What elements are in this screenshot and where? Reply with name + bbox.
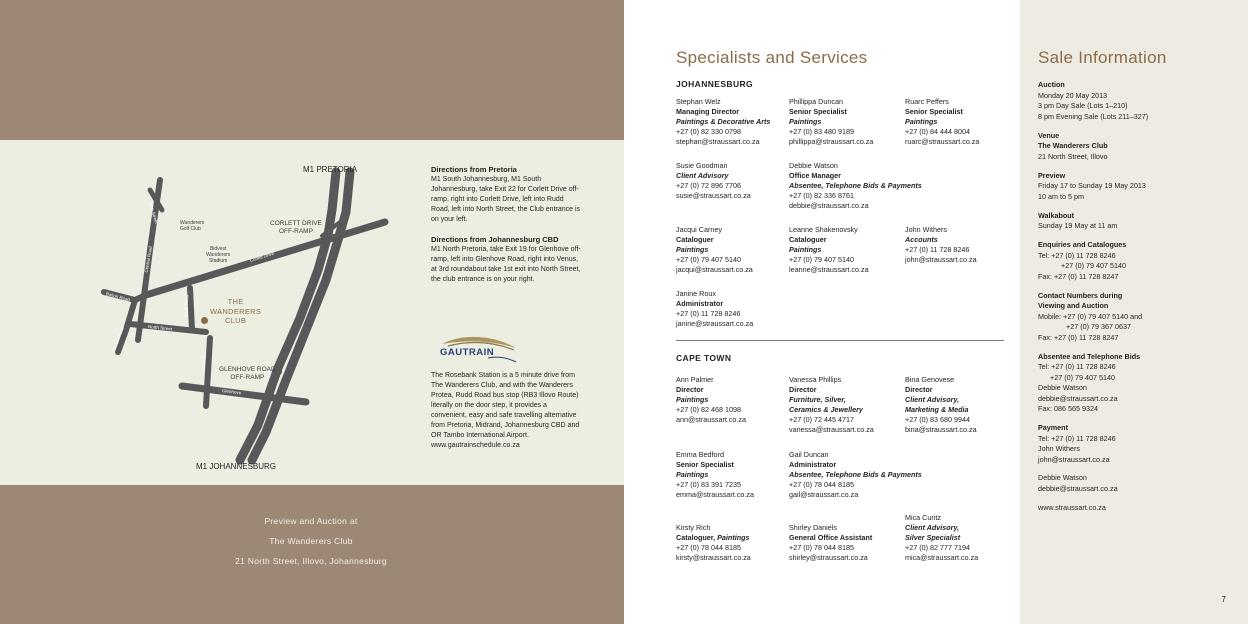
contact-title: Senior Specialist — [905, 107, 963, 116]
contact-title: Director — [676, 385, 704, 394]
contact-title: General Office Assistant — [789, 533, 873, 542]
contact-specialty: Client Advisory, Marketing & Media — [905, 395, 969, 414]
contact-specialty: Paintings — [717, 533, 750, 542]
venue-heading: Venue — [1038, 130, 1060, 140]
contact-card — [789, 161, 939, 211]
road-label-oxford-2: Oxford Road — [111, 325, 126, 352]
contact-specialty: Paintings & Decorative Arts — [676, 117, 771, 126]
johannesburg-heading: JOHANNESBURG — [676, 79, 754, 89]
glenhove-offramp-label: GLENHOVE ROAD OFF-RAMP — [219, 366, 276, 381]
contact-specialty: Paintings — [789, 245, 822, 254]
venue-name: The Wanderers Club — [1038, 141, 1108, 150]
contact-email[interactable]: vanessa@straussart.co.za — [789, 425, 874, 434]
enquiries-tel: Tel: +27 (0) 11 728 8246 — [1038, 250, 1116, 260]
contact-title: Director — [789, 385, 817, 394]
right-page — [624, 0, 1248, 624]
contact-card — [676, 289, 788, 329]
payment-email-2[interactable]: debbie@straussart.co.za — [1038, 483, 1118, 493]
directions-jhb-text: M1 North Pretoria, take Exit 19 for Glenhove off-ramp, left into Glenhove Road, right into Venus, at 3rd roundabout take 1st exit into North Street, the club entrance is on your right. — [431, 246, 581, 283]
contact-card — [905, 513, 1017, 563]
m1-johannesburg-label: M1 JOHANNESBURG — [196, 462, 277, 471]
contact-email[interactable]: mica@straussart.co.za — [905, 553, 979, 562]
contact-email[interactable]: leanne@straussart.co.za — [789, 265, 869, 274]
road-label-rudd: Rudd Road — [183, 294, 190, 318]
road-label-central: Central Road — [143, 245, 154, 273]
wanderers-club-label: THE WANDERERS CLUB — [210, 297, 262, 325]
contact-email[interactable]: kirsty@straussart.co.za — [676, 553, 751, 562]
contact-phone: +27 (0) 72 445 4717 — [789, 415, 854, 424]
contact-name: Janine Roux — [676, 289, 716, 298]
directions-pretoria-text: M1 South Johannesburg, M1 South Johannesburg, take Exit 22 for Corlett Drive off-ramp, right into Corlett Drive, left into Rudd Road, left into North Street, the Club entrance is on your left. — [431, 176, 581, 223]
contact-card — [789, 225, 901, 275]
contact-email[interactable]: janine@straussart.co.za — [676, 319, 754, 328]
preview-heading: Preview — [1038, 170, 1066, 180]
contact-card — [676, 450, 788, 500]
absentee-heading: Absentee and Telephone Bids — [1038, 351, 1141, 361]
contact-specialty: Paintings — [905, 117, 938, 126]
contact-specialty: Paintings — [676, 395, 709, 404]
auction-heading: Auction — [1038, 80, 1065, 89]
road-label-corlett: Corlett Drive — [249, 250, 275, 263]
contact-card — [789, 375, 901, 435]
gautrain-logo-text: GAUTRAIN — [440, 347, 495, 358]
auction-date: Monday 20 May 2013 — [1038, 90, 1108, 100]
contact-card — [789, 523, 901, 563]
contact-numbers-heading-2: Viewing and Auction — [1038, 301, 1109, 310]
contact-fax: Fax: +27 (0) 11 728 8247 — [1038, 332, 1119, 342]
contact-specialty: Paintings — [789, 117, 822, 126]
preview-times: 10 am to 5 pm — [1038, 191, 1084, 201]
contact-email[interactable]: shirley@straussart.co.za — [789, 553, 868, 562]
contact-name: Leanne Shakenovsky — [789, 225, 858, 234]
sale-info-title: Sale Information — [1038, 48, 1167, 67]
contact-card — [676, 375, 788, 425]
road-label-north: North Street — [147, 324, 173, 332]
contact-name: Vanessa Phillips — [789, 375, 842, 384]
contact-phone: +27 (0) 72 896 7706 — [676, 181, 741, 190]
absentee-email[interactable]: debbie@straussart.co.za — [1038, 393, 1118, 403]
contact-phone: +27 (0) 82 336 8761 — [789, 191, 854, 200]
contact-mobile-2: +27 (0) 79 367 0637 — [1066, 322, 1131, 331]
contact-numbers-block — [1038, 291, 1228, 344]
contact-name: Debbie Watson — [789, 161, 838, 170]
venue-address: 21 North Street, Illovo — [1038, 151, 1108, 161]
corlett-offramp-label: CORLETT DRIVE OFF-RAMP — [270, 220, 322, 235]
website-link[interactable]: www.straussart.co.za — [1038, 502, 1106, 512]
contact-phone: +27 (0) 84 444 8004 — [905, 127, 970, 136]
contact-email[interactable]: susie@straussart.co.za — [676, 191, 751, 200]
contact-title: Cataloguer — [676, 235, 714, 244]
payment-tel: Tel: +27 (0) 11 728 8246 — [1038, 433, 1116, 443]
road-label-venus: Venus — [200, 354, 207, 368]
contact-phone: +27 (0) 79 407 5140 — [789, 255, 854, 264]
contact-phone: +27 (0) 78 044 8185 — [789, 480, 854, 489]
payment-name-2: Debbie Watson — [1038, 473, 1087, 482]
contact-specialty: Absentee, Telephone Bids & Payments — [789, 181, 922, 190]
contact-numbers-heading-1: Contact Numbers during — [1038, 290, 1123, 300]
contact-email[interactable]: ruarc@straussart.co.za — [905, 137, 980, 146]
section-divider — [676, 340, 1004, 341]
contact-specialty: Absentee, Telephone Bids & Payments — [789, 470, 922, 479]
absentee-tel: Tel: +27 (0) 11 728 8246 — [1038, 362, 1116, 371]
contact-phone: +27 (0) 11 728 8246 — [905, 245, 970, 254]
sale-info-sidebar — [1020, 0, 1248, 624]
contact-card — [905, 97, 1017, 147]
road-label-fifth: Fifth Street — [147, 201, 160, 225]
wanderers-stadium-label: Bidvest Wanderers Stadium — [206, 246, 231, 264]
contact-name: Mica Curitz — [905, 513, 941, 522]
contact-name: Jacqui Carney — [676, 225, 722, 234]
payment-name-1: John Withers — [1038, 444, 1080, 453]
preview-block — [1038, 171, 1228, 203]
contact-name: Kirsty Rich — [676, 523, 711, 532]
contact-card — [789, 450, 939, 500]
page-number: 7 — [1221, 595, 1226, 604]
m1-pretoria-label: M1 PRETORIA — [303, 165, 358, 174]
payment-block — [1038, 423, 1228, 494]
contact-email[interactable]: bina@straussart.co.za — [905, 425, 977, 434]
contact-name: Emma Bedford — [676, 450, 724, 459]
road-label-oxford: Bolton Road — [105, 291, 131, 303]
club-location-marker-icon — [201, 317, 208, 324]
contact-card — [676, 225, 788, 275]
contact-name: Phillippa Duncan — [789, 97, 843, 106]
enquiries-heading: Enquiries and Catalogues — [1038, 240, 1127, 249]
venue-block — [1038, 131, 1228, 163]
contact-specialty: Paintings — [676, 245, 709, 254]
auction-evening-sale: 8 pm Evening Sale (Lots 211–327) — [1038, 111, 1149, 121]
absentee-name: Debbie Watson — [1038, 383, 1087, 392]
specialists-title: Specialists and Services — [676, 48, 868, 67]
contact-email[interactable]: phillippa@straussart.co.za — [789, 137, 874, 146]
gautrain-url[interactable]: www.gautrainschedule.co.za — [431, 442, 520, 449]
contact-name: Stephan Welz — [676, 97, 721, 106]
contact-phone: +27 (0) 82 330 0798 — [676, 127, 741, 136]
contact-name: Gail Duncan — [789, 450, 829, 459]
contact-email[interactable]: ann@straussart.co.za — [676, 415, 747, 424]
contact-phone: +27 (0) 82 777 7194 — [905, 543, 970, 552]
enquiries-tel-2: +27 (0) 79 407 5140 — [1061, 261, 1126, 270]
contact-email[interactable]: debbie@straussart.co.za — [789, 201, 869, 210]
contact-name: Ann Palmer — [676, 375, 714, 384]
enquiries-fax: Fax: +27 (0) 11 728 8247 — [1038, 271, 1119, 281]
walkabout-block — [1038, 211, 1228, 232]
contact-email[interactable]: john@straussart.co.za — [905, 255, 977, 264]
map-panel — [0, 140, 624, 485]
contact-specialty: Paintings — [676, 470, 709, 479]
contact-phone: +27 (0) 78 044 8185 — [676, 543, 741, 552]
contact-title: Office Manager — [789, 171, 841, 180]
directions-pretoria-heading: Directions from Pretoria — [431, 165, 517, 174]
contact-phone: +27 (0) 11 728 8246 — [676, 309, 741, 318]
contact-card — [905, 225, 1017, 265]
payment-heading: Payment — [1038, 423, 1068, 432]
contact-card — [905, 375, 1017, 435]
contact-email[interactable]: stephan@straussart.co.za — [676, 137, 760, 146]
contact-phone: +27 (0) 78 044 8185 — [789, 543, 854, 552]
contact-phone: +27 (0) 83 480 9189 — [789, 127, 854, 136]
contact-name: Shirley Daniels — [789, 523, 837, 532]
sale-info-list — [1038, 80, 1228, 513]
contact-phone: +27 (0) 83 391 7235 — [676, 480, 741, 489]
contact-specialty: Furniture, Silver, Ceramics & Jewellery — [789, 395, 863, 414]
directions-jhb-heading: Directions from Johannesburg CBD — [431, 235, 559, 244]
auction-day-sale: 3 pm Day Sale (Lots 1–210) — [1038, 101, 1128, 110]
contact-title: Senior Specialist — [676, 460, 734, 469]
contact-phone: +27 (0) 83 680 9944 — [905, 415, 970, 424]
contact-title: Administrator — [676, 299, 724, 308]
contact-title: Administrator — [789, 460, 837, 469]
contact-email[interactable]: jacqui@straussart.co.za — [676, 265, 753, 274]
preview-line-1: Preview and Auction at — [264, 516, 358, 526]
cape-town-heading: CAPE TOWN — [676, 353, 732, 363]
preview-venue-block — [0, 511, 624, 571]
contact-card — [676, 97, 788, 147]
preview-line-3: 21 North Street, Illovo, Johannesburg — [235, 556, 387, 566]
contact-card — [676, 161, 788, 201]
contact-email[interactable]: gail@straussart.co.za — [789, 490, 859, 499]
walkabout-heading: Walkabout — [1038, 210, 1075, 220]
contact-phone: +27 (0) 79 407 5140 — [676, 255, 741, 264]
absentee-block — [1038, 352, 1228, 415]
contact-name: Ruarc Peffers — [905, 97, 949, 106]
contact-specialty: Client Advisory — [676, 171, 729, 180]
auction-block — [1038, 80, 1228, 122]
contact-card — [789, 97, 901, 147]
contact-title: Director — [905, 385, 933, 394]
contact-phone: +27 (0) 82 468 1098 — [676, 405, 741, 414]
contact-specialty: Client Advisory, Silver Specialist — [905, 523, 961, 542]
preview-dates: Friday 17 to Sunday 19 May 2013 — [1038, 181, 1146, 190]
contact-name: Susie Goodman — [676, 161, 728, 170]
contact-title: Managing Director — [676, 107, 740, 116]
contact-title: Cataloguer — [789, 235, 827, 244]
absentee-tel-2: +27 (0) 79 407 5140 — [1050, 372, 1115, 382]
gautrain-info — [431, 371, 581, 451]
road-label-glenhove: Glenhove — [221, 388, 242, 396]
contact-title: Cataloguer, — [676, 533, 718, 542]
contact-title: Senior Specialist — [789, 107, 847, 116]
enquiries-block — [1038, 240, 1228, 282]
absentee-fax: Fax: 086 565 9324 — [1038, 404, 1098, 413]
wanderers-golf-label: Wanderers Golf Club — [180, 220, 205, 232]
gautrain-body-text: The Rosebank Station is a 5 minute drive from The Wanderers Club, and with the Wanderers Protea, Rudd Road bus stop (RB3 Illovo Route) literally on the door step, it provides a convenient, easy and safe travelling alternative from Pretoria, Midrand, Johannesburg CBD and OR Tambo International Airport. — [431, 372, 580, 439]
walkabout-time: Sunday 19 May at 11 am — [1038, 221, 1118, 230]
payment-email-1[interactable]: john@straussart.co.za — [1038, 454, 1110, 464]
contact-card — [676, 523, 788, 563]
contact-name: John Withers — [905, 225, 947, 234]
directions-text — [431, 165, 581, 295]
contact-email[interactable]: emma@straussart.co.za — [676, 490, 754, 499]
contact-mobile-1: Mobile: +27 (0) 79 407 5140 and — [1038, 311, 1143, 321]
contact-specialty: Accounts — [905, 235, 938, 244]
preview-line-2: The Wanderers Club — [269, 536, 353, 546]
contact-name: Bina Genovese — [905, 375, 955, 384]
